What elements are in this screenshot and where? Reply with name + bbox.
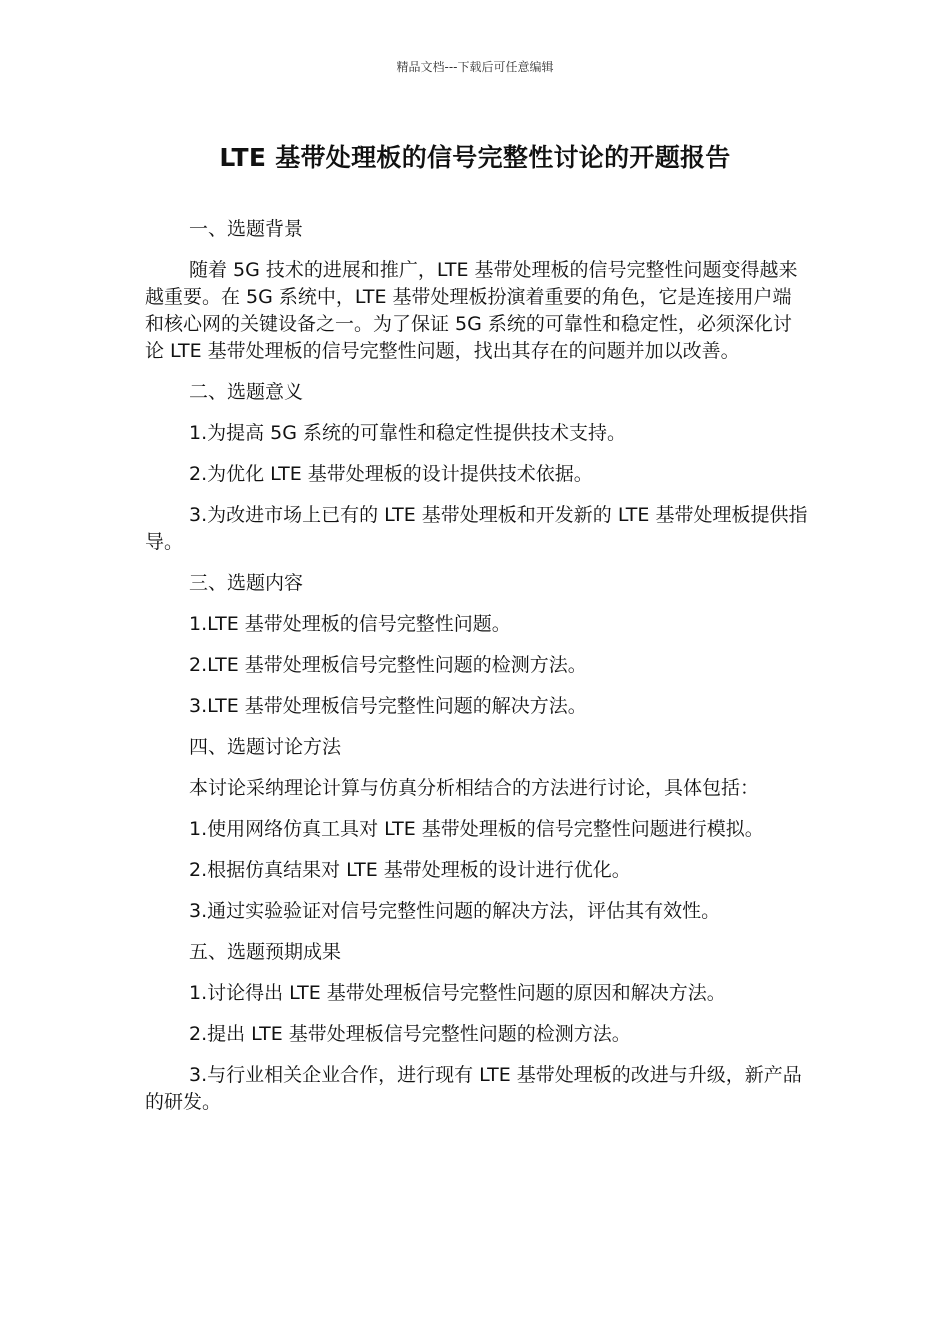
list-item: 1.使用网络仿真工具对 LTE 基带处理板的信号完整性问题进行模拟。 (189, 818, 764, 840)
page-header: 精品文档---下载后可任意编辑 (396, 60, 554, 74)
list-item: 1.为提高 5G 系统的可靠性和稳定性提供技术支持。 (189, 422, 627, 444)
list-item: 2.LTE 基带处理板信号完整性问题的检测方法。 (189, 654, 587, 676)
section-heading-significance: 二、选题意义 (189, 381, 304, 403)
list-item: 2.根据仿真结果对 LTE 基带处理板的设计进行优化。 (189, 859, 631, 881)
section-heading-content: 三、选题内容 (189, 572, 304, 594)
list-item: 2.提出 LTE 基带处理板信号完整性问题的检测方法。 (189, 1023, 631, 1045)
document-body (145, 216, 810, 1130)
section-heading-outcomes: 五、选题预期成果 (189, 941, 342, 963)
list-item: 1.LTE 基带处理板的信号完整性问题。 (189, 613, 511, 635)
list-item: 3.与行业相关企业合作，进行现有 LTE 基带处理板的改进与升级，新产品的研发。 (145, 1064, 802, 1113)
list-item: 1.讨论得出 LTE 基带处理板信号完整性问题的原因和解决方法。 (189, 982, 726, 1004)
section-heading-method: 四、选题讨论方法 (189, 736, 342, 758)
list-item: 2.为优化 LTE 基带处理板的设计提供技术依据。 (189, 463, 593, 485)
list-item: 3.为改进市场上已有的 LTE 基带处理板和开发新的 LTE 基带处理板提供指导。 (145, 504, 808, 553)
section-heading-background: 一、选题背景 (189, 218, 304, 240)
paragraph-background: 随着 5G 技术的进展和推广，LTE 基带处理板的信号完整性问题变得越来越重要。在 5G 系统中，LTE 基带处理板扮演着重要的角色，它是连接用户端和核心网的关键设备之一。为了保证 5G 系统的可靠性和稳定性，必须深化讨论 LTE 基带处理板的信号完整性问题，找出其存在的问题并加以改善。 (145, 259, 798, 362)
list-item: 3.LTE 基带处理板信号完整性问题的解决方法。 (189, 695, 587, 717)
document-title: LTE 基带处理板的信号完整性讨论的开题报告 (219, 143, 731, 172)
paragraph-method-intro: 本讨论采纳理论计算与仿真分析相结合的方法进行讨论，具体包括： (189, 777, 760, 799)
list-item: 3.通过实验验证对信号完整性问题的解决方法，评估其有效性。 (189, 900, 721, 922)
